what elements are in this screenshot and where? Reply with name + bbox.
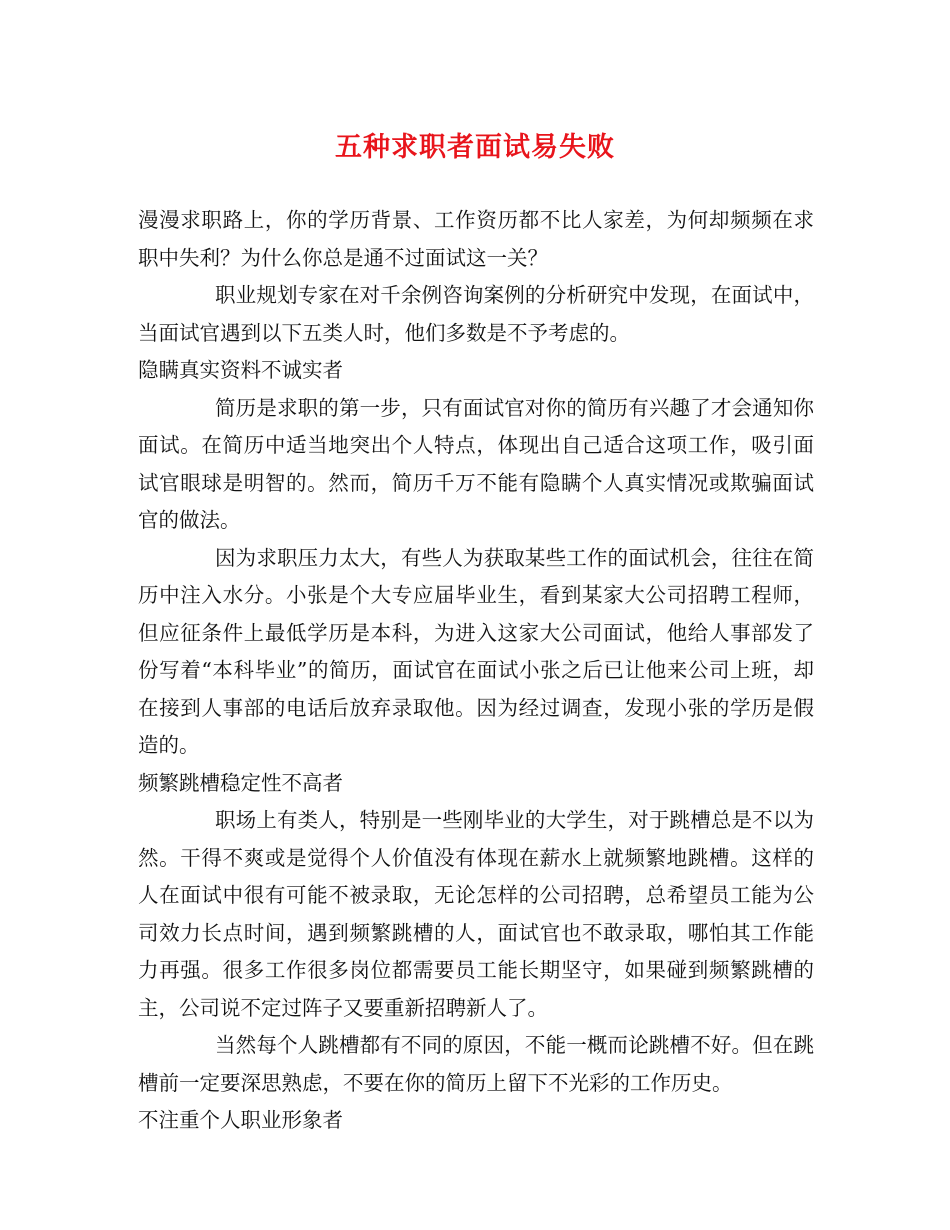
section-heading: 频繁跳槽稳定性不高者 bbox=[138, 770, 343, 795]
paragraph: 简历是求职的第一步，只有面试官对你的简历有兴趣了才会通知你面试。在简历中适当地突出个人特点，体现出自己适合这项工作，吸引面试官眼球是明智的。然而，简历千万不能有隐瞒个人真实情况或欺骗面试官的做法。 bbox=[138, 395, 814, 532]
paragraph: 职场上有类人，特别是一些刚毕业的大学生，对于跳槽总是不以为然。干得不爽或是觉得个人价值没有体现在薪水上就频繁地跳槽。这样的人在面试中很有可能不被录取，无论怎样的公司招聘，总希望员工能为公司效力长点时间，遇到频繁跳槽的人，面试官也不敢录取，哪怕其工作能力再强。很多工作很多岗位都需要员工能长期坚守，如果碰到频繁跳槽的主，公司说不定过阵子又要重新招聘新人了。 bbox=[138, 808, 814, 1020]
paragraph: 漫漫求职路上，你的学历背景、工作资历都不比人家差，为何却频频在求职中失利？为什么你总是通不过面试这一关？ bbox=[138, 208, 814, 270]
document-title: 五种求职者面试易失败 bbox=[335, 132, 615, 163]
document-body bbox=[138, 202, 814, 1140]
paragraph: 因为求职压力太大，有些人为获取某些工作的面试机会，往往在简历中注入水分。小张是个大专应届毕业生，看到某家大公司招聘工程师，但应征条件上最低学历是本科，为进入这家大公司面试，他给人事部发了份写着“本科毕业”的简历，面试官在面试小张之后已让他来公司上班，却在接到人事部的电话后放弃录取他。因为经过调查，发现小张的学历是假造的。 bbox=[138, 545, 814, 757]
section-heading: 不注重个人职业形象者 bbox=[138, 1108, 343, 1132]
section-heading: 隐瞒真实资料不诚实者 bbox=[138, 358, 343, 382]
paragraph: 当然每个人跳槽都有不同的原因，不能一概而论跳槽不好。但在跳槽前一定要深思熟虑，不要在你的简历上留下不光彩的工作历史。 bbox=[138, 1033, 814, 1095]
paragraph: 职业规划专家在对千余例咨询案例的分析研究中发现，在面试中，当面试官遇到以下五类人时，他们多数是不予考虑的。 bbox=[138, 283, 814, 345]
